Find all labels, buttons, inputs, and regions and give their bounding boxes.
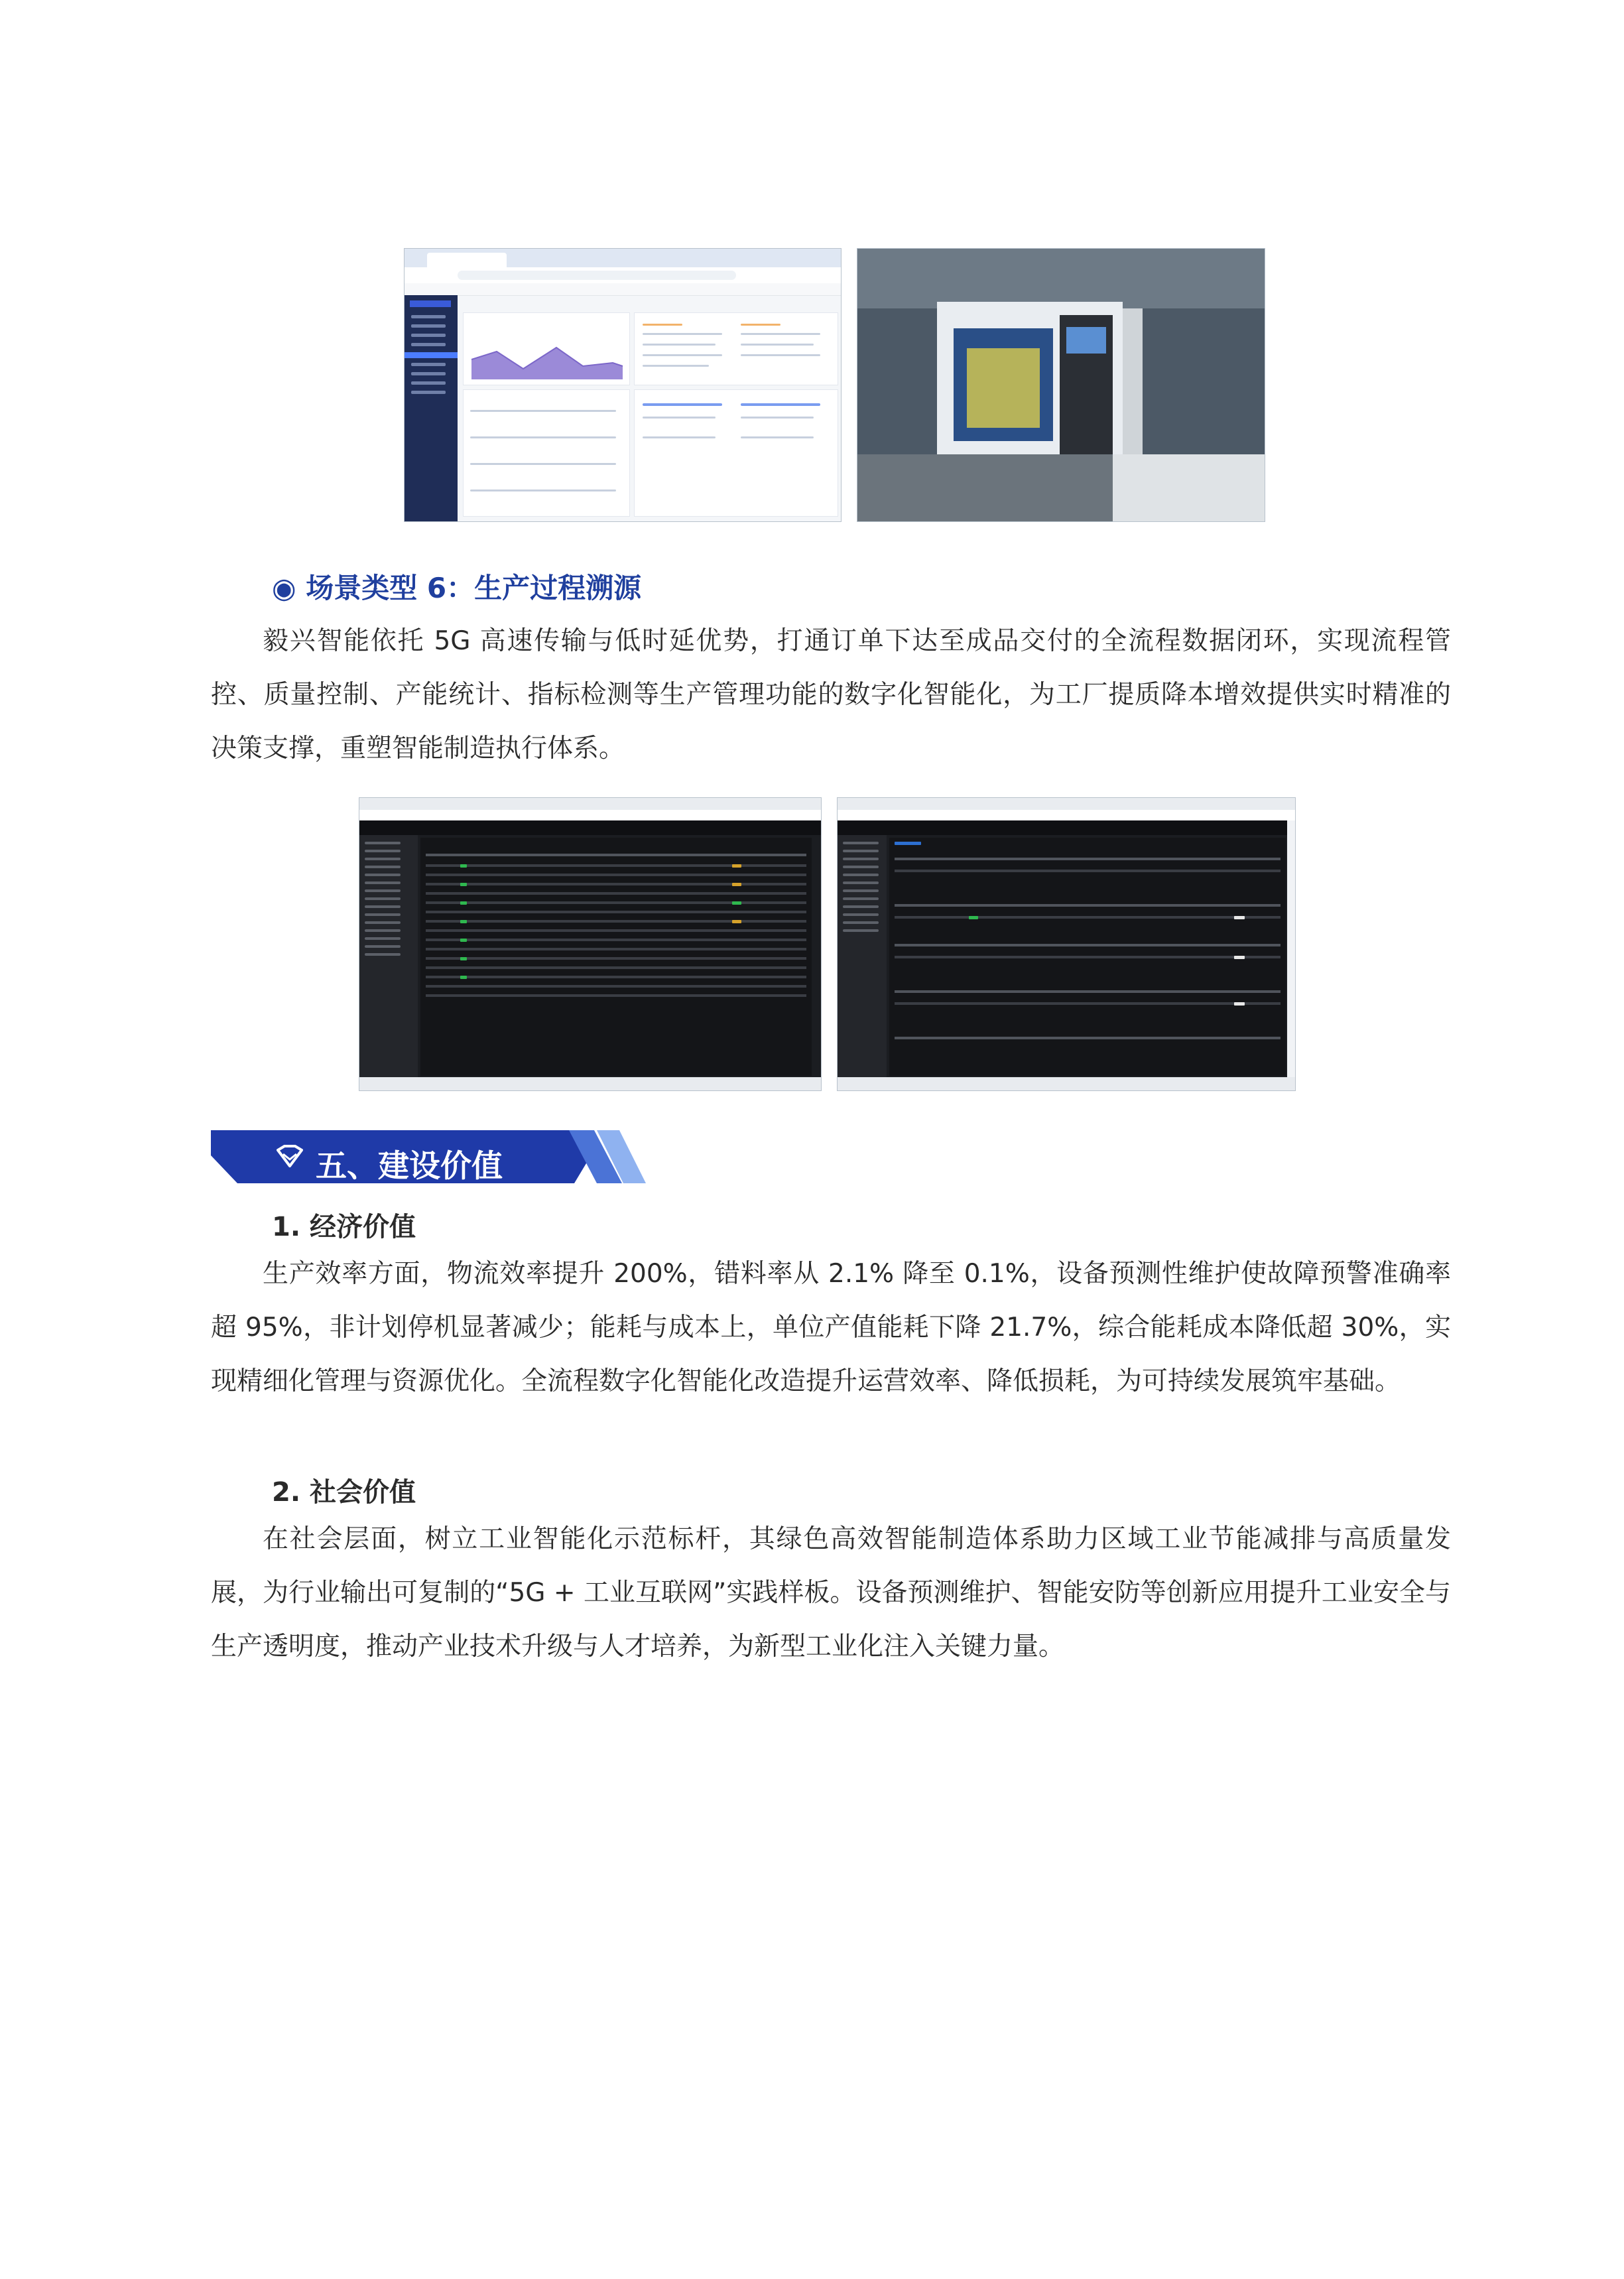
scene-heading: ◉ 场景类型 6：生产过程溯源 <box>272 572 642 604</box>
cnc-machine-illustration <box>857 249 1265 522</box>
browser-address-bar <box>405 267 841 284</box>
work-order-screenshot <box>359 797 822 1091</box>
bookmarks-bar <box>405 283 841 296</box>
dashboard-screenshot <box>404 248 842 522</box>
area-chart-thumbnail <box>464 313 629 385</box>
dashboard-main <box>463 300 836 516</box>
social-heading: 2. 社会价值 <box>272 1477 416 1508</box>
app-sidebar <box>405 295 458 521</box>
scene-paragraph: 毅兴智能依托 5G 高速传输与低时延优势，打通订单下达至成品交付的全流程数据闭环，实现流程管控、质量控制、产能统计、指标检测等生产管理功能的数字化智能化，为工厂提质降本增效提供实时精准的决策支撑，重塑智能制造执行体系。 <box>211 626 1451 763</box>
process-trace-screenshot <box>837 797 1296 1091</box>
browser-titlebar <box>405 249 841 267</box>
section-title: 五、建设价值 <box>316 1148 503 1185</box>
social-paragraph: 在社会层面，树立工业智能化示范标杆，其绿色高效智能制造体系助力区域工业节能减排与高质量发展，为行业输出可复制的“5G + 工业互联网”实践样板。设备预测维护、智能安防等创新应用提升工业安全与生产透明度，推动产业技术升级与人才培养，为新型工业化注入关键力量。 <box>211 1524 1451 1661</box>
economic-paragraph: 生产效率方面，物流效率提升 200%，错料率从 2.1% 降至 0.1%，设备预测性维护使故障预警准确率超 95%，非计划停机显著减少；能耗与成本上，单位产值能耗下降 21.7%，综合能耗成本降低超 30%，实现精细化管理与资源优化。全流程数字化智能化改造提升运营效率、降低损耗，为可持续发展筑牢基础。 <box>211 1259 1451 1396</box>
cnc-machine-photo <box>857 248 1265 522</box>
economic-heading: 1. 经济价值 <box>272 1212 416 1242</box>
